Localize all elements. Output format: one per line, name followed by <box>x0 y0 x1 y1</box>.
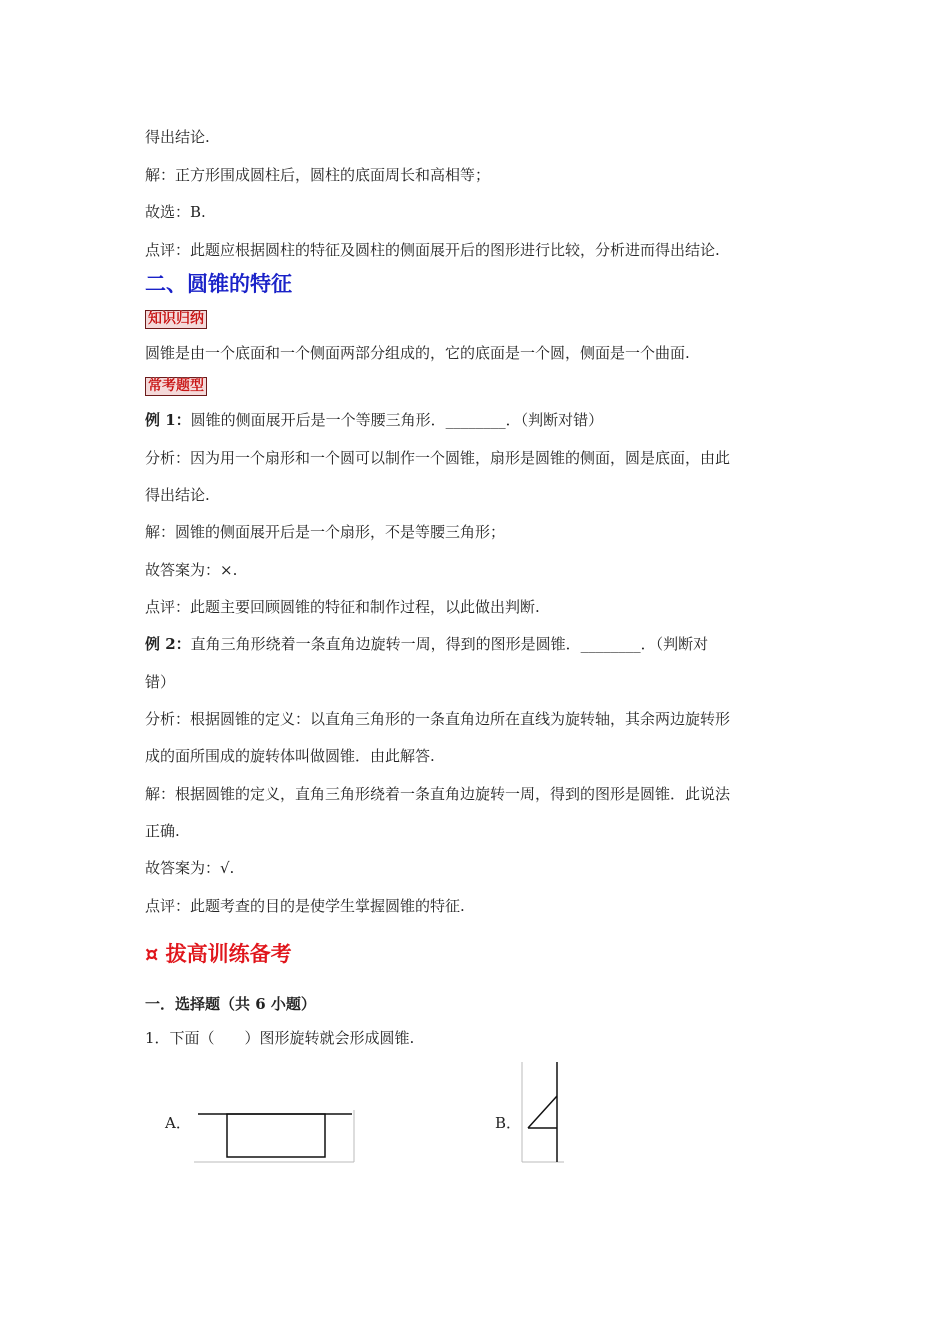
tag-common: 常考题型 <box>145 377 207 396</box>
comment-line: 点评：此题主要回顾圆锥的特征和制作过程，以此做出判断. <box>145 598 540 616</box>
question-1: 1．下面（ ）图形旋转就会形成圆锥. <box>145 1029 415 1047</box>
solution-line: 解：根据圆锥的定义，直角三角形绕着一条直角边旋转一周，得到的图形是圆锥．此说法 <box>145 785 731 803</box>
analysis-line: 分析：因为用一个扇形和一个圆可以制作一个圆锥，扇形是圆锥的侧面，圆是底面，由此 <box>145 449 731 467</box>
answer-line: 故答案为：√. <box>145 859 235 877</box>
text-line: 解：正方形围成圆柱后，圆柱的底面周长和高相等； <box>145 166 491 184</box>
question-text: 直角三角形绕着一条直角边旋转一周，得到的图形是圆锥．________．（判断对 <box>190 635 709 653</box>
analysis-line: 分析：根据圆锥的定义：以直角三角形的一条直角边所在直线为旋转轴，其余两边旋转形 <box>145 710 731 728</box>
solution-line: 正确. <box>145 822 180 840</box>
tag-knowledge: 知识归纳 <box>145 310 207 329</box>
training-title: ¤ 拔高训练备考 <box>145 942 292 966</box>
comment-line: 点评：此题考查的目的是使学生掌握圆锥的特征. <box>145 897 465 915</box>
question-text: 圆锥的侧面展开后是一个等腰三角形．________．（判断对错） <box>190 411 604 429</box>
text-line: 点评：此题应根据圆柱的特征及圆柱的侧面展开后的图形进行比较，分析进而得出结论. <box>145 241 720 259</box>
option-a-label: A． <box>165 1114 191 1132</box>
answer-line: 故答案为：×. <box>145 561 238 579</box>
example2-question <box>145 634 708 654</box>
example1-question <box>145 410 603 430</box>
analysis-line: 得出结论. <box>145 486 210 504</box>
choice-title: 一．选择题（共 6 小题） <box>145 995 316 1013</box>
option-b-figure <box>518 1060 568 1166</box>
analysis-line: 成的面所围成的旋转体叫做圆锥．由此解答. <box>145 747 435 765</box>
text-line: 得出结论. <box>145 128 210 146</box>
text-line: 故选：B. <box>145 203 206 221</box>
knowledge-text: 圆锥是由一个底面和一个侧面两部分组成的，它的底面是一个圆，侧面是一个曲面. <box>145 344 690 362</box>
solution-line: 解：圆锥的侧面展开后是一个扇形，不是等腰三角形； <box>145 523 506 541</box>
example-label: 例 1： <box>145 411 191 429</box>
question-line: 错） <box>145 673 176 691</box>
option-a-figure <box>192 1108 362 1166</box>
section-title: 二、圆锥的特征 <box>145 272 292 296</box>
example-label: 例 2： <box>145 635 191 653</box>
option-b-label: B． <box>495 1114 522 1132</box>
